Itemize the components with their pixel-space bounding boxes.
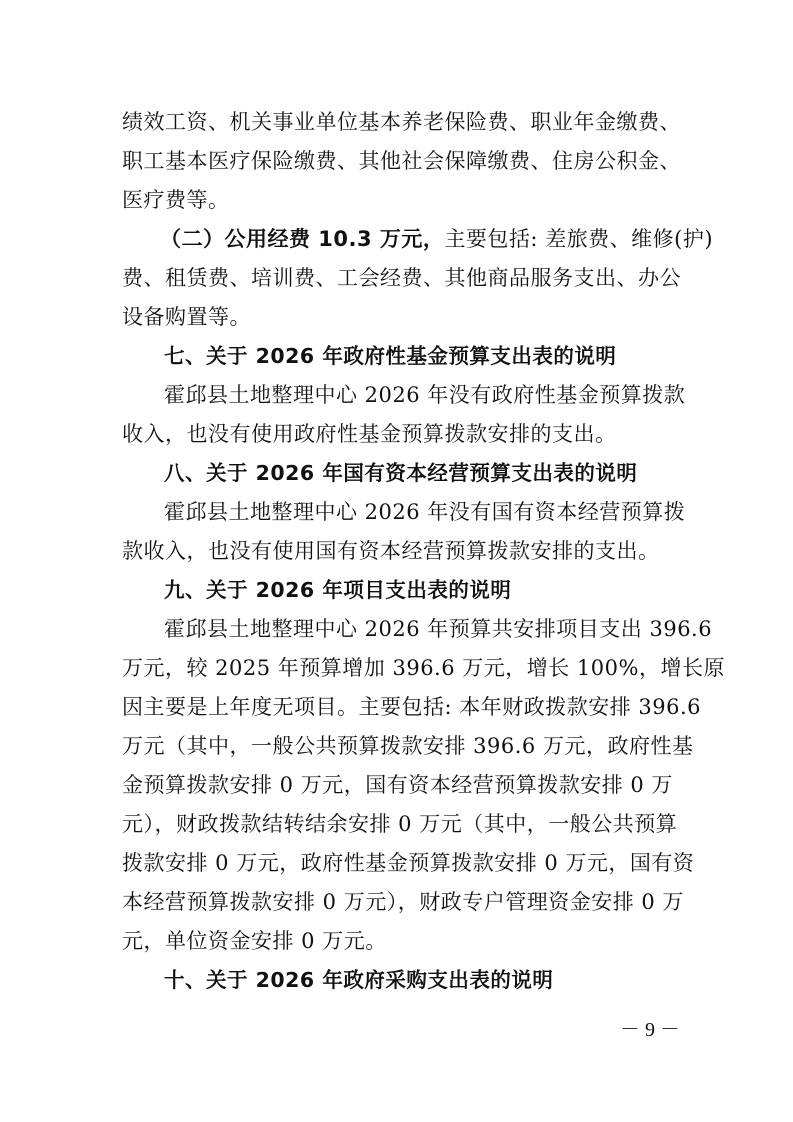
page-number: － 9 － (620, 1019, 680, 1041)
paragraph-line: 因主要是上年度无项目。主要包括: 本年财政拨款安排 396.6 (122, 695, 702, 719)
paragraph-line: 拨款安排 0 万元，政府性基金预算拨款安排 0 万元，国有资 (122, 851, 695, 875)
public-funds-line (160, 223, 720, 255)
paragraph-line: 元，单位资金安排 0 万元。 (122, 929, 387, 953)
paragraph-line: 职工基本医疗保险缴费、其他社会保障缴费、住房公积金、 (122, 149, 681, 173)
section-heading: 九、关于 2026 年项目支出表的说明 (164, 578, 512, 602)
public-funds-detail: 主要包括: 差旅费、维修(护) (444, 227, 714, 251)
paragraph-line: 万元，较 2025 年预算增加 396.6 万元，增长 100%，增长原 (122, 656, 725, 680)
paragraph-line: 绩效工资、机关事业单位基本养老保险费、职业年金缴费、 (122, 110, 681, 134)
section-heading: 十、关于 2026 年政府采购支出表的说明 (164, 968, 554, 992)
paragraph-line: 收入，也没有使用政府性基金预算拨款安排的支出。 (122, 422, 617, 446)
paragraph-line: 金预算拨款安排 0 万元，国有资本经营预算拨款安排 0 万 (122, 773, 673, 797)
public-funds-lead: （二）公用经费 10.3 万元， (160, 227, 445, 251)
paragraph-line: 霍邱县土地整理中心 2026 年没有国有资本经营预算拨 (164, 500, 686, 524)
paragraph-line: 费、租赁费、培训费、工会经费、其他商品服务支出、办公 (122, 266, 681, 290)
section-heading: 八、关于 2026 年国有资本经营预算支出表的说明 (164, 461, 638, 485)
paragraph-line: 款收入，也没有使用国有资本经营预算拨款安排的支出。 (122, 539, 660, 563)
paragraph-line: 霍邱县土地整理中心 2026 年没有政府性基金预算拨款 (164, 383, 686, 407)
paragraph-line: 医疗费等。 (122, 188, 230, 212)
paragraph-line: 元），财政拨款结转结余安排 0 万元（其中，一般公共预算 (122, 812, 678, 836)
section-heading: 七、关于 2026 年政府性基金预算支出表的说明 (164, 344, 617, 368)
paragraph-line: 霍邱县土地整理中心 2026 年预算共安排项目支出 396.6 (164, 617, 713, 641)
paragraph-line: 本经营预算拨款安排 0 万元），财政专户管理资金安排 0 万 (122, 890, 684, 914)
paragraph-line: 设备购置等。 (122, 305, 251, 329)
paragraph-line: 万元（其中，一般公共预算拨款安排 396.6 万元，政府性基 (122, 734, 694, 758)
